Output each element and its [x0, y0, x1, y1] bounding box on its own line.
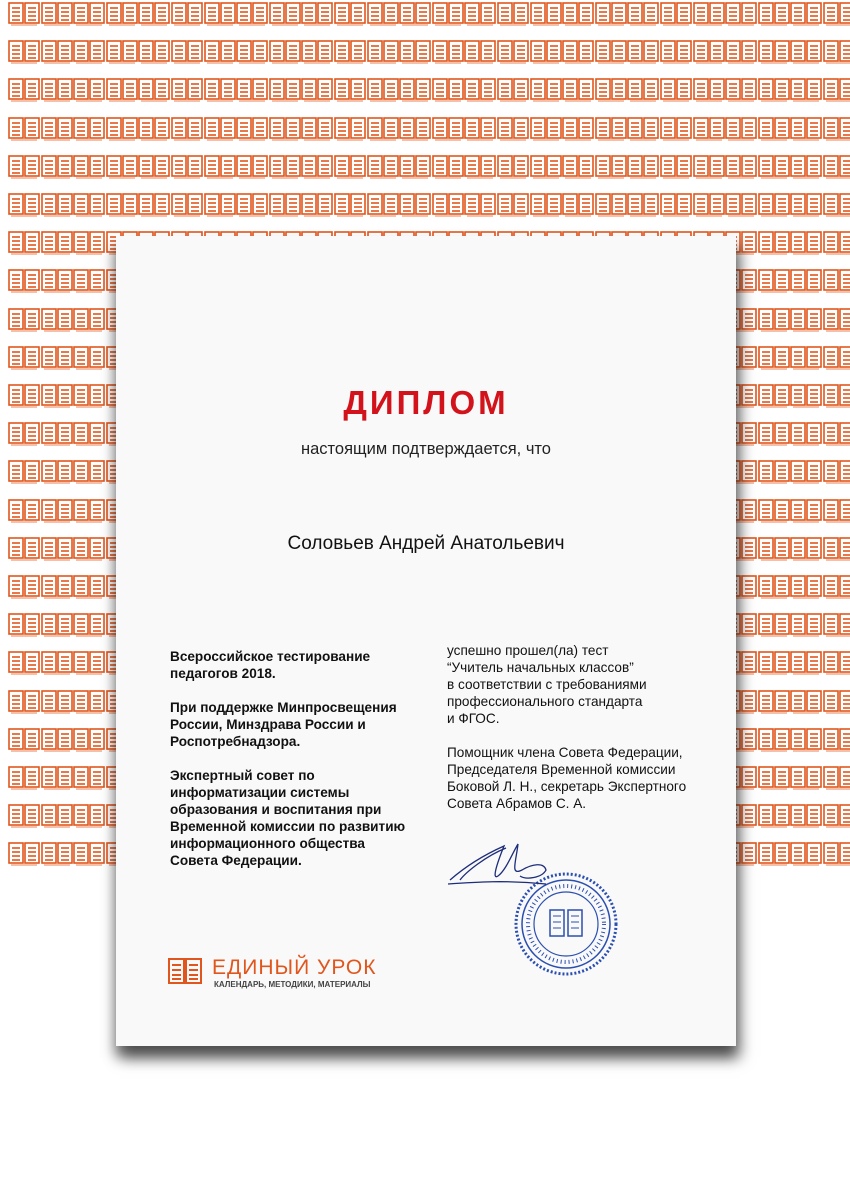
open-book-icon — [106, 193, 138, 217]
open-book-icon — [73, 842, 105, 866]
open-book-icon — [73, 193, 105, 217]
open-book-icon — [269, 117, 301, 141]
open-book-icon — [269, 193, 301, 217]
result-info — [447, 642, 717, 829]
open-book-icon — [790, 269, 822, 293]
open-book-icon — [530, 193, 562, 217]
open-book-icon — [269, 78, 301, 102]
open-book-icon — [725, 193, 757, 217]
open-book-icon — [138, 78, 170, 102]
open-book-icon — [204, 2, 236, 26]
open-book-icon — [236, 193, 268, 217]
open-book-icon — [301, 78, 333, 102]
open-book-icon — [595, 155, 627, 179]
open-book-icon — [269, 40, 301, 64]
diploma-title: ДИПЛОМ — [343, 384, 509, 421]
open-book-icon — [758, 613, 790, 637]
open-book-icon — [204, 40, 236, 64]
open-book-icon — [8, 575, 40, 599]
open-book-icon — [73, 728, 105, 752]
open-book-icon — [73, 460, 105, 484]
open-book-icon — [823, 499, 850, 523]
open-book-icon — [138, 155, 170, 179]
open-book-icon — [432, 193, 464, 217]
open-book-icon — [725, 40, 757, 64]
open-book-icon — [790, 651, 822, 675]
open-book-icon — [758, 804, 790, 828]
open-book-icon — [562, 193, 594, 217]
open-book-icon — [204, 193, 236, 217]
open-book-icon — [204, 78, 236, 102]
open-book-icon — [8, 269, 40, 293]
open-book-icon — [790, 613, 822, 637]
open-book-icon — [790, 155, 822, 179]
organizer-paragraph: При поддержке Минпросвещения России, Минздрава России и Роспотребнадзора. — [170, 700, 397, 749]
open-book-icon — [758, 155, 790, 179]
open-book-icon — [790, 40, 822, 64]
open-book-icon — [73, 384, 105, 408]
open-book-icon — [823, 346, 850, 370]
open-book-icon — [8, 78, 40, 102]
open-book-icon — [464, 40, 496, 64]
open-book-icon — [823, 231, 850, 255]
open-book-icon — [73, 804, 105, 828]
open-book-icon — [106, 117, 138, 141]
open-book-icon — [562, 155, 594, 179]
open-book-icon — [432, 78, 464, 102]
open-book-icon — [562, 117, 594, 141]
open-book-icon — [41, 804, 73, 828]
open-book-icon — [301, 117, 333, 141]
open-book-icon — [660, 155, 692, 179]
open-book-icon — [334, 155, 366, 179]
open-book-icon — [73, 575, 105, 599]
open-book-icon — [236, 155, 268, 179]
open-book-icon — [693, 117, 725, 141]
open-book-icon — [367, 40, 399, 64]
open-book-icon — [41, 155, 73, 179]
open-book-icon — [758, 308, 790, 332]
open-book-icon — [497, 40, 529, 64]
open-book-icon — [334, 117, 366, 141]
open-book-icon — [41, 499, 73, 523]
open-book-icon — [595, 193, 627, 217]
open-book-icon — [41, 460, 73, 484]
open-book-icon — [432, 2, 464, 26]
open-book-icon — [334, 193, 366, 217]
open-book-icon — [41, 269, 73, 293]
open-book-icon — [399, 2, 431, 26]
open-book-icon — [823, 155, 850, 179]
open-book-icon — [758, 460, 790, 484]
signature — [448, 844, 546, 884]
open-book-icon — [171, 78, 203, 102]
open-book-icon — [823, 40, 850, 64]
open-book-icon — [73, 40, 105, 64]
open-book-icon — [725, 155, 757, 179]
open-book-icon — [725, 117, 757, 141]
open-book-icon — [758, 499, 790, 523]
open-book-icon — [41, 613, 73, 637]
open-book-icon — [823, 842, 850, 866]
open-book-icon — [790, 193, 822, 217]
open-book-icon — [823, 269, 850, 293]
open-book-icon — [823, 613, 850, 637]
open-book-icon — [790, 537, 822, 561]
open-book-icon — [334, 78, 366, 102]
open-book-icon — [236, 40, 268, 64]
open-book-icon — [790, 804, 822, 828]
open-book-icon — [758, 40, 790, 64]
open-book-icon — [8, 193, 40, 217]
open-book-icon — [497, 155, 529, 179]
open-book-icon — [73, 613, 105, 637]
open-book-icon — [790, 842, 822, 866]
open-book-icon — [758, 231, 790, 255]
open-book-icon — [497, 78, 529, 102]
open-book-icon — [367, 78, 399, 102]
open-book-icon — [367, 193, 399, 217]
open-book-icon — [627, 40, 659, 64]
open-book-icon — [627, 193, 659, 217]
open-book-icon — [8, 613, 40, 637]
open-book-icon — [758, 78, 790, 102]
open-book-icon — [758, 537, 790, 561]
open-book-icon — [823, 460, 850, 484]
open-book-icon — [8, 346, 40, 370]
open-book-icon — [758, 690, 790, 714]
open-book-icon — [8, 499, 40, 523]
open-book-icon — [823, 690, 850, 714]
open-book-icon — [823, 728, 850, 752]
open-book-icon — [41, 193, 73, 217]
open-book-icon — [41, 537, 73, 561]
open-book-icon — [790, 346, 822, 370]
open-book-icon — [627, 155, 659, 179]
open-book-icon — [73, 2, 105, 26]
open-book-icon — [530, 40, 562, 64]
open-book-icon — [41, 690, 73, 714]
open-book-icon — [8, 40, 40, 64]
open-book-icon — [790, 766, 822, 790]
open-book-icon — [432, 155, 464, 179]
open-book-icon — [823, 193, 850, 217]
organizer-paragraph: Всероссийское тестирование педагогов 2018. — [170, 649, 371, 681]
open-book-icon — [204, 117, 236, 141]
open-book-icon — [823, 804, 850, 828]
open-book-icon — [269, 2, 301, 26]
open-book-icon — [790, 690, 822, 714]
open-book-icon — [41, 422, 73, 446]
open-book-icon — [790, 78, 822, 102]
open-book-icon — [693, 193, 725, 217]
open-book-icon — [41, 78, 73, 102]
open-book-icon — [41, 766, 73, 790]
open-book-icon — [138, 117, 170, 141]
logo-tagline: КАЛЕНДАРЬ, МЕТОДИКИ, МАТЕРИАЛЫ — [214, 980, 371, 989]
open-book-icon — [758, 422, 790, 446]
open-book-icon — [660, 2, 692, 26]
open-book-icon — [171, 2, 203, 26]
open-book-icon — [432, 117, 464, 141]
open-book-icon — [168, 958, 202, 984]
open-book-icon — [399, 40, 431, 64]
open-book-icon — [595, 40, 627, 64]
open-book-icon — [8, 728, 40, 752]
open-book-icon — [693, 155, 725, 179]
open-book-icon — [73, 651, 105, 675]
open-book-icon — [41, 651, 73, 675]
open-book-icon — [497, 117, 529, 141]
open-book-icon — [660, 117, 692, 141]
open-book-icon — [73, 269, 105, 293]
open-book-icon — [497, 193, 529, 217]
open-book-icon — [725, 78, 757, 102]
open-book-icon — [41, 231, 73, 255]
open-book-icon — [236, 2, 268, 26]
open-book-icon — [790, 460, 822, 484]
open-book-icon — [758, 269, 790, 293]
open-book-icon — [106, 78, 138, 102]
open-book-icon — [301, 155, 333, 179]
open-book-icon — [399, 193, 431, 217]
open-book-icon — [73, 766, 105, 790]
open-book-icon — [823, 537, 850, 561]
open-book-icon — [790, 499, 822, 523]
open-book-icon — [236, 117, 268, 141]
open-book-icon — [73, 78, 105, 102]
open-book-icon — [8, 537, 40, 561]
open-book-icon — [758, 117, 790, 141]
open-book-icon — [693, 78, 725, 102]
open-book-icon — [73, 346, 105, 370]
open-book-icon — [790, 384, 822, 408]
open-book-icon — [399, 155, 431, 179]
open-book-icon — [432, 40, 464, 64]
open-book-icon — [106, 155, 138, 179]
open-book-icon — [823, 575, 850, 599]
open-book-icon — [595, 117, 627, 141]
open-book-icon — [464, 193, 496, 217]
open-book-icon — [301, 2, 333, 26]
open-book-icon — [41, 728, 73, 752]
open-book-icon — [790, 422, 822, 446]
open-book-icon — [595, 78, 627, 102]
open-book-icon — [660, 78, 692, 102]
open-book-icon — [171, 155, 203, 179]
open-book-icon — [823, 78, 850, 102]
open-book-icon — [106, 2, 138, 26]
open-book-icon — [758, 193, 790, 217]
open-book-icon — [530, 78, 562, 102]
open-book-icon — [41, 842, 73, 866]
open-book-icon — [758, 384, 790, 408]
result-paragraph: успешно прошел(ла) тест “Учитель начальных классов” в соответствии с требованиями профессионального стандарта и ФГОС. — [447, 643, 647, 726]
organizer-paragraph: Экспертный совет по информатизации системы образования и воспитания при Временной комиссии по развитию информационного общества Совета Федерации. — [170, 768, 406, 868]
open-book-icon — [758, 2, 790, 26]
open-book-icon — [758, 766, 790, 790]
open-book-icon — [8, 117, 40, 141]
open-book-icon — [758, 842, 790, 866]
open-book-icon — [758, 346, 790, 370]
open-book-icon — [758, 728, 790, 752]
open-book-icon — [497, 2, 529, 26]
open-book-icon — [236, 78, 268, 102]
open-book-icon — [41, 308, 73, 332]
open-book-icon — [823, 117, 850, 141]
open-book-icon — [73, 155, 105, 179]
open-book-icon — [823, 651, 850, 675]
open-book-icon — [790, 308, 822, 332]
diploma-sheet — [116, 236, 736, 1046]
open-book-icon — [530, 155, 562, 179]
open-book-icon — [790, 2, 822, 26]
open-book-icon — [823, 766, 850, 790]
open-book-icon — [693, 40, 725, 64]
organizer-info — [170, 648, 440, 886]
open-book-icon — [595, 2, 627, 26]
open-book-icon — [334, 2, 366, 26]
open-book-icon — [8, 690, 40, 714]
open-book-icon — [790, 728, 822, 752]
open-book-icon — [41, 384, 73, 408]
open-book-icon — [693, 2, 725, 26]
open-book-icon — [562, 40, 594, 64]
open-book-icon — [334, 40, 366, 64]
open-book-icon — [823, 384, 850, 408]
open-book-icon — [8, 231, 40, 255]
open-book-icon — [790, 575, 822, 599]
open-book-icon — [8, 460, 40, 484]
open-book-icon — [660, 193, 692, 217]
open-book-icon — [41, 2, 73, 26]
open-book-icon — [73, 690, 105, 714]
open-book-icon — [73, 499, 105, 523]
open-book-icon — [530, 117, 562, 141]
signature-seal-graphic — [446, 836, 646, 1006]
open-book-icon — [627, 2, 659, 26]
open-book-icon — [8, 2, 40, 26]
open-book-icon — [627, 78, 659, 102]
open-book-icon — [171, 117, 203, 141]
recipient-name: Соловьев Андрей Анатольевич — [287, 533, 565, 554]
open-book-icon — [367, 117, 399, 141]
open-book-icon — [627, 117, 659, 141]
open-book-icon — [464, 78, 496, 102]
open-book-icon — [41, 346, 73, 370]
open-book-icon — [73, 117, 105, 141]
open-book-icon — [269, 155, 301, 179]
open-book-icon — [790, 117, 822, 141]
open-book-icon — [41, 575, 73, 599]
open-book-icon — [8, 308, 40, 332]
open-book-icon — [758, 575, 790, 599]
open-book-icon — [399, 117, 431, 141]
open-book-icon — [41, 40, 73, 64]
open-book-icon — [8, 155, 40, 179]
open-book-icon — [530, 2, 562, 26]
open-book-icon — [73, 537, 105, 561]
open-book-icon — [8, 422, 40, 446]
logo-name: ЕДИНЫЙ УРОК — [212, 956, 377, 979]
open-book-icon — [138, 40, 170, 64]
open-book-icon — [301, 193, 333, 217]
open-book-icon — [367, 2, 399, 26]
open-book-icon — [8, 842, 40, 866]
open-book-icon — [464, 117, 496, 141]
open-book-icon — [8, 766, 40, 790]
open-book-icon — [41, 117, 73, 141]
open-book-icon — [204, 155, 236, 179]
open-book-icon — [823, 422, 850, 446]
open-book-icon — [8, 651, 40, 675]
open-book-icon — [562, 78, 594, 102]
signature-and-seal — [446, 836, 646, 1011]
signer-paragraph: Помощник члена Совета Федерации, Председателя Временной комиссии Боковой Л. Н., секретарь Экспертного Совета Абрамов С. А. — [447, 745, 687, 811]
open-book-icon — [8, 804, 40, 828]
open-book-icon — [399, 78, 431, 102]
open-book-icon — [171, 193, 203, 217]
open-book-icon — [725, 2, 757, 26]
open-book-icon — [171, 40, 203, 64]
seal-stamp — [516, 874, 616, 974]
edinyi-urok-logo — [168, 954, 428, 994]
open-book-icon — [367, 155, 399, 179]
open-book-icon — [823, 2, 850, 26]
open-book-icon — [660, 40, 692, 64]
open-book-icon — [301, 40, 333, 64]
open-book-icon — [106, 40, 138, 64]
open-book-icon — [464, 2, 496, 26]
open-book-icon — [823, 308, 850, 332]
open-book-icon — [758, 651, 790, 675]
open-book-icon — [73, 422, 105, 446]
open-book-icon — [790, 231, 822, 255]
open-book-icon — [562, 2, 594, 26]
diploma-subtitle: настоящим подтверждается, что — [301, 440, 551, 458]
open-book-icon — [138, 2, 170, 26]
open-book-icon — [73, 231, 105, 255]
open-book-icon — [464, 155, 496, 179]
open-book-icon — [138, 193, 170, 217]
open-book-icon — [8, 384, 40, 408]
open-book-icon — [73, 308, 105, 332]
